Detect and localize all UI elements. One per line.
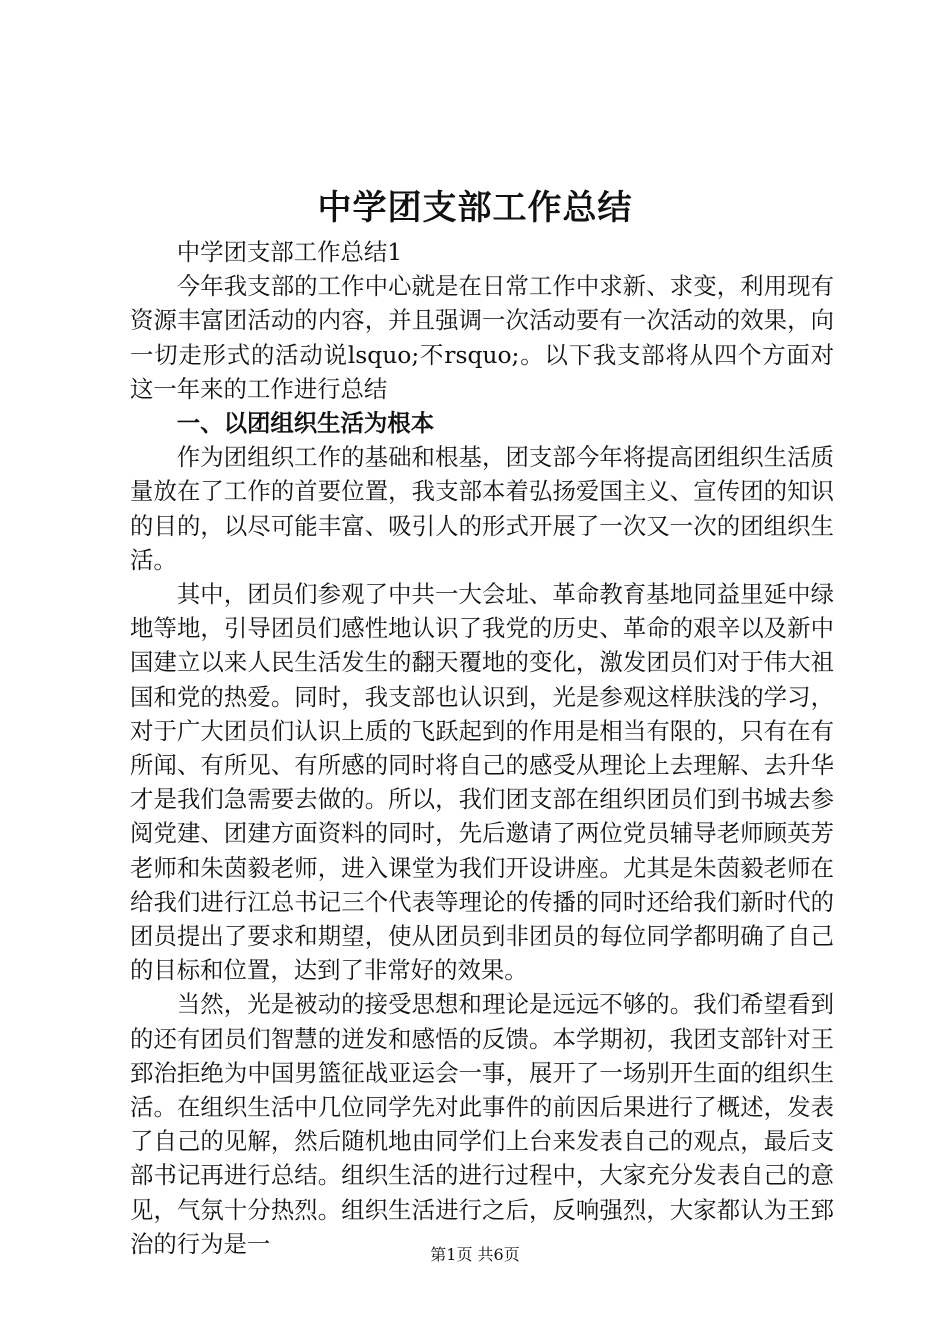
paragraph-2: 作为团组织工作的基础和根基，团支部今年将提高团组织生活质量放在了工作的首要位置，我支部本着弘扬爱国主义、宣传团的知识的目的，以尽可能丰富、吸引人的形式开展了一次又一次的团组织生活。 xyxy=(130,443,834,574)
document-subtitle: 中学团支部工作总结1 xyxy=(176,238,403,266)
paragraph-4: 当然，光是被动的接受思想和理论是远远不够的。我们希望看到的还有团员们智慧的迸发和感悟的反馈。本学期初，我团支部针对王郅治拒绝为中国男篮征战亚运会一事，展开了一场别开生面的组织生活。在组织生活中几位同学先对此事件的前因后果进行了概述，发表了自己的见解，然后随机地由同学们上台来发表自己的观点，最后支部书记再进行总结。组织生活的进行过程中，大家充分发表自己的意见，气氛十分热烈。组织生活进行之后，反响强烈，大家都认为王郅治的行为是一 xyxy=(130,990,834,1258)
document-body xyxy=(130,235,834,1261)
paragraph-3: 其中，团员们参观了中共一大会址、革命教育基地同益里延中绿地等地，引导团员们感性地认识了我党的历史、革命的艰辛以及新中国建立以来人民生活发生的翻天覆地的变化，激发团员们对于伟大祖国和党的热爱。同时，我支部也认识到，光是参观这样肤浅的学习，对于广大团员们认识上质的飞跃起到的作用是相当有限的，只有在有所闻、有所见、有所感的同时将自己的感受从理论上去理解、去升华才是我们急需要去做的。所以，我们团支部在组织团员们到书城去参阅党建、团建方面资料的同时，先后邀请了两位党员辅导老师顾英芳老师和朱茵毅老师，进入课堂为我们开设讲座。尤其是朱茵毅老师在给我们进行江总书记三个代表等理论的传播的同时还给我们新时代的团员提出了要求和期望，使从团员到非团员的每位同学都明确了自己的目标和位置，达到了非常好的效果。 xyxy=(130,580,834,985)
paragraph-intro: 今年我支部的工作中心就是在日常工作中求新、求变，利用现有资源丰富团活动的内容，并且强调一次活动要有一次活动的效果，向一切走形式的活动说lsquo;不rsquo;。以下我支部将从四个方面对这一年来的工作进行总结 xyxy=(130,272,834,403)
section-heading: 一、以团组织生活为根本 xyxy=(176,409,435,438)
document-title: 中学团支部工作总结 xyxy=(317,188,633,228)
page-footer: 第1页 共6页 xyxy=(430,1245,520,1264)
